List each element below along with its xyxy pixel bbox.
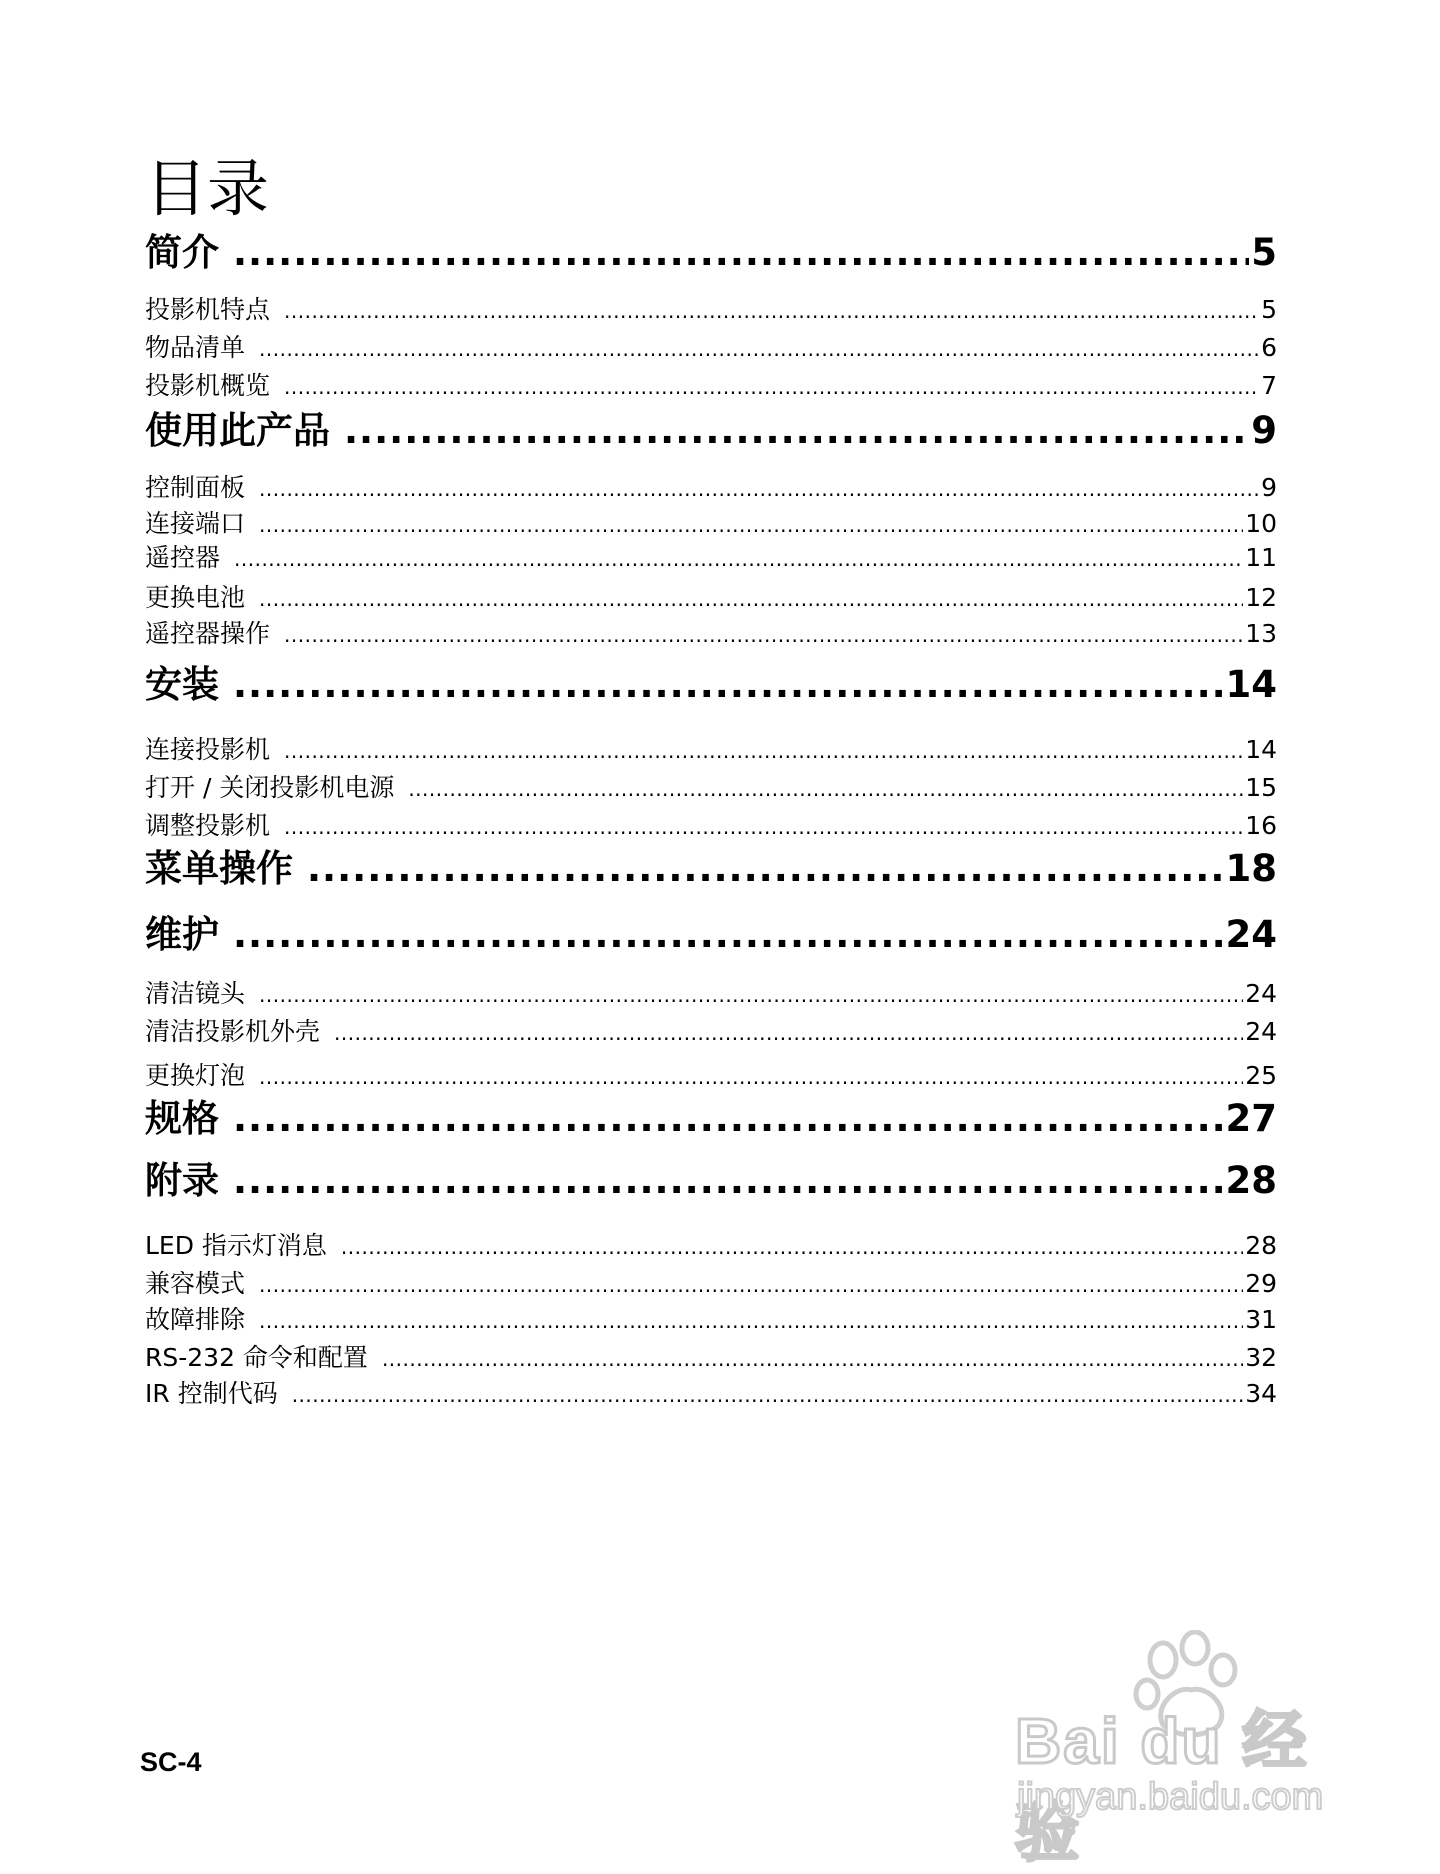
toc-entry-page-number: 12 [1245,583,1277,612]
toc-section-entry[interactable] [145,1056,1277,1092]
dot-leader [259,513,1243,537]
toc-entry-page-number: 27 [1225,1097,1277,1140]
dot-leader [259,477,1259,501]
toc-section-entry[interactable] [145,468,1277,504]
toc-entry-label: 附录 [145,1159,219,1202]
toc-entry-label: IR 控制代码 [145,1379,278,1408]
toc-entry-page-number: 28 [1225,1159,1277,1202]
toc-entry-label: 打开 / 关闭投影机电源 [145,773,395,802]
toc-section-entry[interactable] [145,504,1277,540]
baidu-watermark [1015,1630,1345,1869]
toc-section-entry[interactable] [145,1012,1277,1048]
page-title: 目录 [145,152,270,225]
toc-entry-page-number: 14 [1225,663,1277,706]
dot-leader [233,1159,1224,1202]
dot-leader [233,1097,1224,1140]
toc-entry-label: 维护 [145,913,219,956]
toc-entry-page-number: 25 [1245,1061,1277,1090]
toc-entry-label: 菜单操作 [145,847,293,890]
toc-section-entry[interactable] [145,1226,1277,1262]
dot-leader [259,1309,1243,1333]
toc-section-entry[interactable] [145,730,1277,766]
toc-section-entry[interactable] [145,328,1277,364]
page-number-footer: SC-4 [140,1747,202,1777]
watermark-url: jingyan.baidu.com [1017,1776,1324,1818]
dot-leader [284,375,1259,399]
toc-entry-page-number: 31 [1245,1305,1277,1334]
dot-leader [341,1235,1243,1259]
toc-entry-page-number: 13 [1245,619,1277,648]
toc-entry-label: 使用此产品 [145,409,330,452]
toc-entry-label: 连接端口 [145,509,246,538]
dot-leader [408,777,1243,801]
toc-entry-page-number: 24 [1245,979,1277,1008]
toc-entry-label: 调整投影机 [145,811,271,840]
toc-entry-label: 连接投影机 [145,735,271,764]
toc-entry-page-number: 14 [1245,735,1277,764]
dot-leader [259,1273,1243,1297]
dot-leader [259,1065,1243,1089]
dot-leader [233,663,1224,706]
toc-entry-page-number: 24 [1225,913,1277,956]
toc-entry-label: 遥控器操作 [145,619,271,648]
dot-leader [233,231,1249,274]
toc-section-entry[interactable] [145,974,1277,1010]
toc-section-entry[interactable] [145,806,1277,842]
toc-entry-page-number: 5 [1251,231,1277,274]
toc-entry-label: 安装 [145,663,219,706]
toc-chapter-entry[interactable] [145,654,1277,708]
toc-section-entry[interactable] [145,1300,1277,1336]
toc-section-entry[interactable] [145,1374,1277,1410]
toc-entry-page-number: 28 [1245,1231,1277,1260]
dot-leader [259,587,1243,611]
toc-entry-label: 投影机特点 [145,295,271,324]
dot-leader [233,913,1224,956]
toc-entry-page-number: 18 [1225,847,1277,890]
toc-section-entry[interactable] [145,768,1277,804]
toc-chapter-entry[interactable] [145,904,1277,958]
toc-entry-label: 更换灯泡 [145,1061,246,1090]
toc-chapter-entry[interactable] [145,222,1277,276]
toc-entry-page-number: 29 [1245,1269,1277,1298]
toc-entry-page-number: 6 [1261,333,1277,362]
toc-entry-label: 规格 [145,1097,219,1140]
toc-chapter-entry[interactable] [145,1088,1277,1142]
toc-section-entry[interactable] [145,614,1277,650]
toc-entry-page-number: 9 [1261,473,1277,502]
toc-entry-label: 更换电池 [145,583,246,612]
toc-section-entry[interactable] [145,1264,1277,1300]
toc-entry-page-number: 34 [1245,1379,1277,1408]
dot-leader [292,1383,1243,1407]
toc-entry-label: 遥控器 [145,543,221,572]
toc-chapter-entry[interactable] [145,1150,1277,1204]
toc-entry-page-number: 16 [1245,811,1277,840]
toc-section-entry[interactable] [145,1338,1277,1374]
toc-entry-label: 兼容模式 [145,1269,246,1298]
toc-entry-label: 物品清单 [145,333,246,362]
toc-entry-page-number: 5 [1261,295,1277,324]
toc-entry-label: LED 指示灯消息 [145,1231,327,1260]
dot-leader [382,1347,1243,1371]
toc-entry-label: 控制面板 [145,473,246,502]
toc-entry-label: 清洁镜头 [145,979,246,1008]
toc-entry-page-number: 7 [1261,371,1277,400]
toc-entry-label: RS-232 命令和配置 [145,1343,368,1372]
dot-leader [344,409,1249,452]
toc-entry-page-number: 32 [1245,1343,1277,1372]
dot-leader [234,547,1243,571]
toc-section-entry[interactable] [145,290,1277,326]
toc-section-entry[interactable] [145,366,1277,402]
dot-leader [259,337,1259,361]
dot-leader [334,1021,1243,1045]
toc-section-entry[interactable] [145,538,1277,574]
toc-entry-label: 投影机概览 [145,371,271,400]
toc-entry-label: 故障排除 [145,1305,246,1334]
dot-leader [284,623,1243,647]
dot-leader [284,815,1243,839]
toc-entry-page-number: 10 [1245,509,1277,538]
dot-leader [259,983,1243,1007]
toc-entry-label: 简介 [145,231,219,274]
toc-entry-page-number: 15 [1245,773,1277,802]
toc-chapter-entry[interactable] [145,400,1277,454]
dot-leader [307,847,1224,890]
toc-entry-label: 清洁投影机外壳 [145,1017,321,1046]
watermark-brand: Bai du 经验 [1015,1705,1309,1869]
toc-entry-page-number: 24 [1245,1017,1277,1046]
toc-entry-page-number: 11 [1245,543,1277,572]
toc-entry-page-number: 9 [1251,409,1277,452]
dot-leader [284,299,1259,323]
toc-chapter-entry[interactable] [145,838,1277,892]
dot-leader [284,739,1243,763]
toc-section-entry[interactable] [145,578,1277,614]
